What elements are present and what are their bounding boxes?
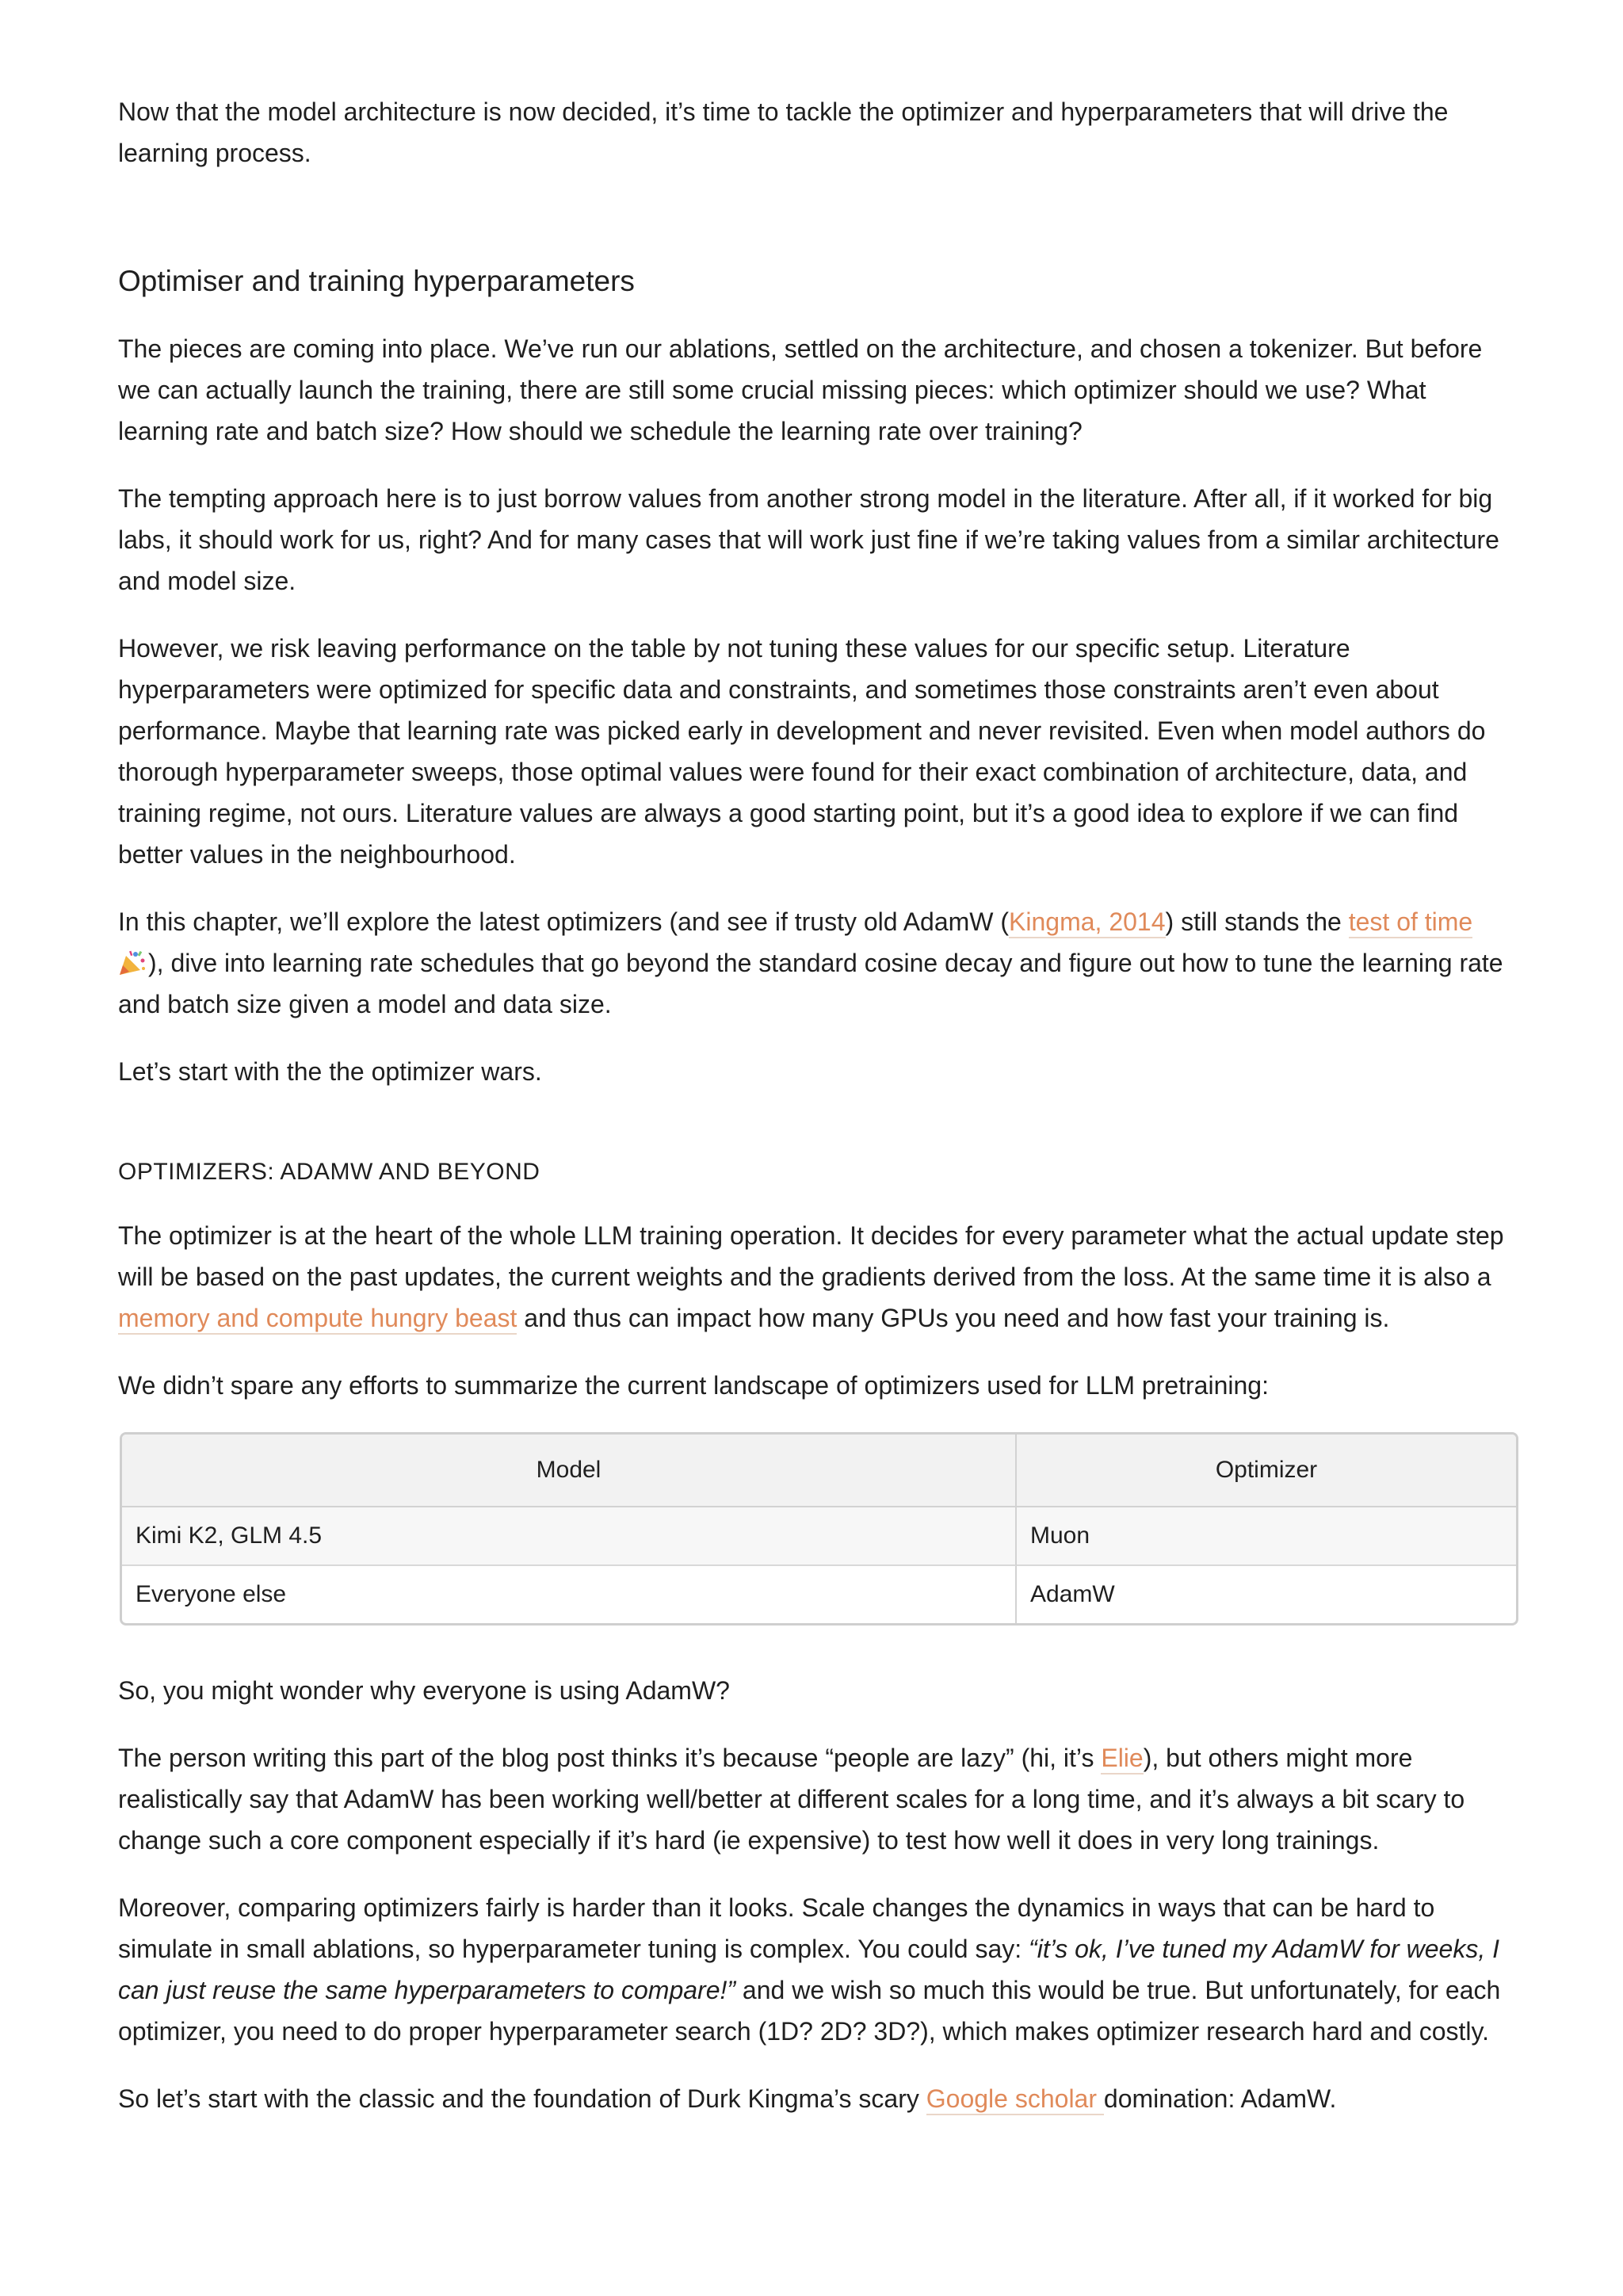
paragraph-lazy: The person writing this part of the blog post thinks it’s because “people are lazy” (hi, it’s Elie), but others might more realistically say that AdamW has been working well/better at different scales for a long time, and it’s always a bit scary to change such a core component especially if it’s hard (ie expensive) to test how well it does in very long trainings. (118, 1744, 1465, 1855)
paragraph-classic: So let’s start with the classic and the foundation of Durk Kingma’s scary Google scholar domination: AdamW. (118, 2078, 1521, 2119)
table-cell-optimizer: AdamW (1030, 1581, 1115, 1607)
paragraph-optimizer-heart: The optimizer is at the heart of the whole LLM training operation. It decides for every parameter what the actual update step will be based on the past updates, the current weights and the gradients derived from the loss. At the same time it is also a memory and compute hungry beast and thus can impact how many GPUs you need and how fast your training is. (118, 1215, 1521, 1339)
paragraph-pieces: The pieces are coming into place. We’ve run our ablations, settled on the architecture, and chosen a tokenizer. But before we can actually launch the training, there are still some crucial missing pieces: which optimizer should we use? What learning rate and batch size? How should we schedule the learning rate over training? (118, 334, 1483, 445)
memory-compute-link[interactable]: memory and compute hungry beast (118, 1304, 517, 1335)
table-cell-model: Everyone else (122, 1566, 1017, 1623)
table-header-model: Model (122, 1435, 1017, 1507)
table-cell-optimizer: Muon (1017, 1507, 1516, 1566)
table-row (122, 1507, 1516, 1566)
paragraph-lets-start: Let’s start with the the optimizer wars. (118, 1057, 542, 1086)
paragraph-moreover: Moreover, comparing optimizers fairly is harder than it looks. Scale changes the dynamics in ways that can be hard to simulate in small ablations, so hyperparameter tuning is complex. You could say: “it’s ok, I’ve tuned my AdamW for weeks, I can just reuse the same hyperparameters to compare!” and we wish so much this would be true. But unfortunately, for each optimizer, you need to do proper hyperparameter search (1D? 2D? 3D?), which makes optimizer research hard and costly. (118, 1893, 1501, 2046)
party-popper-icon (118, 949, 147, 976)
table-header-optimizer: Optimizer (1017, 1435, 1516, 1507)
test-of-time-link[interactable]: test of time (1349, 907, 1473, 938)
optimizer-table (120, 1432, 1518, 1626)
intro-paragraph: Now that the model architecture is now decided, it’s time to tackle the optimizer and hyperparameters that will drive the learning process. (118, 97, 1449, 167)
google-scholar-link[interactable]: Google scholar (926, 2084, 1104, 2115)
elie-link[interactable]: Elie (1101, 1744, 1143, 1775)
paragraph-chapter: In this chapter, we’ll explore the latest optimizers (and see if trusty old AdamW (Kingma, 2014) still stands the test of time ), dive into learning rate schedules that go beyond the standard cosine decay and figure out how to tune the learning rate and batch size given a model and data size. (118, 907, 1503, 1018)
paragraph-landscape: We didn’t spare any efforts to summarize the current landscape of optimizers used for LLM pretraining: (118, 1371, 1269, 1400)
table-row (122, 1566, 1516, 1623)
quote-text: “it’s ok, I’ve tuned my AdamW for weeks, I can just reuse the same hyperparameters to compare!” (118, 1935, 1500, 2004)
kingma-2014-link[interactable]: Kingma, 2014 (1009, 907, 1165, 938)
table-header-row (122, 1435, 1516, 1507)
section-title: Optimiser and training hyperparameters (118, 265, 635, 297)
subsection-title: OPTIMIZERS: ADAMW AND BEYOND (118, 1159, 540, 1185)
table-cell-model: Kimi K2, GLM 4.5 (122, 1507, 1017, 1566)
paragraph-tempting: The tempting approach here is to just borrow values from another strong model in the literature. After all, if it worked for big labs, it should work for us, right? And for many cases that will work just fine if we’re taking values from a similar architecture and model size. (118, 484, 1499, 595)
paragraph-however: However, we risk leaving performance on the table by not tuning these values for our specific setup. Literature hyperparameters were optimized for specific data and constraints, and sometimes those constraints aren’t even about performance. Maybe that learning rate was picked early in development and never revisited. Even when model authors do thorough hyperparameter sweeps, those optimal values were found for their exact combination of architecture, data, and training regime, not ours. Literature values are always a good starting point, but it’s a good idea to explore if we can find better values in the neighbourhood. (118, 634, 1486, 869)
article-content (118, 91, 1521, 2119)
paragraph-why-adamw: So, you might wonder why everyone is using AdamW? (118, 1676, 730, 1705)
